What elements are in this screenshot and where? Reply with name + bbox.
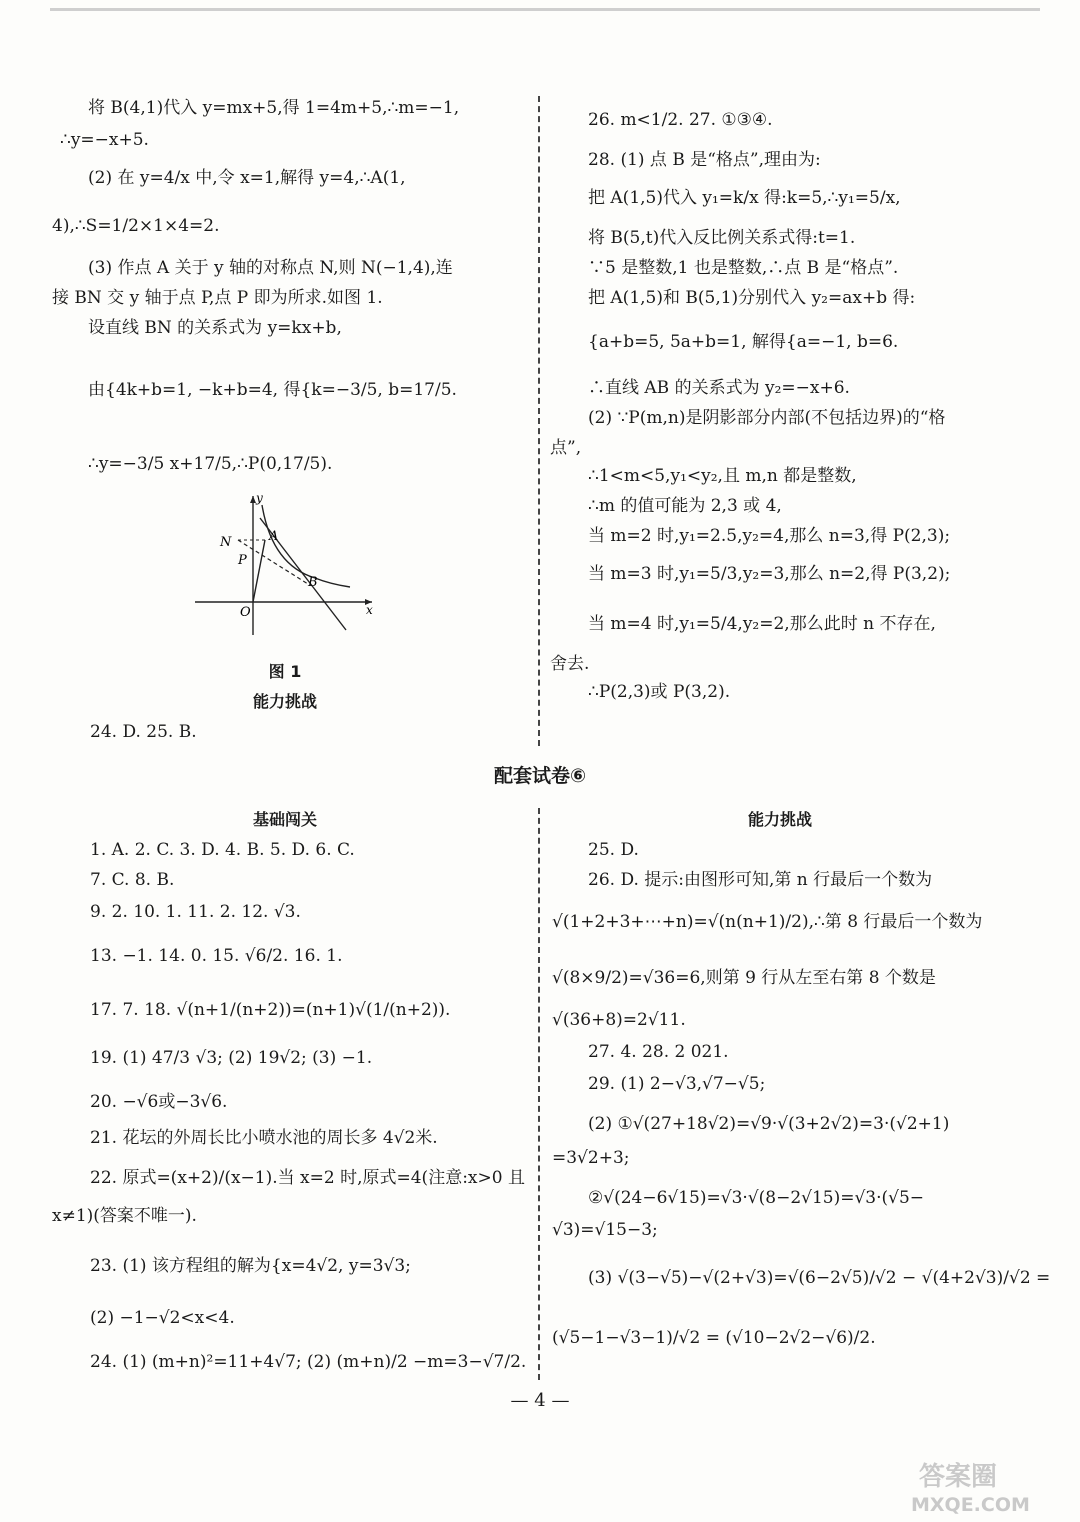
watermark-logo: [905, 1455, 1075, 1517]
watermark-line1: 答案圈: [919, 1462, 998, 1492]
text-line: √(36+8)=2√11.: [552, 1010, 686, 1030]
figure-1-graph: [190, 490, 380, 640]
left-challenge-title: 能力挑战: [252, 692, 317, 711]
text-line: √3)=√15−3;: [552, 1220, 658, 1240]
text-line: √(1+2+3+⋯+n)=√(n(n+1)/2),∴第 8 行最后一个数为: [552, 912, 983, 932]
text-line: 9. 2. 10. 1. 11. 2. 12. √3.: [90, 902, 301, 922]
text-line: ∴P(2,3)或 P(3,2).: [588, 682, 731, 702]
text-line: 由{4k+b=1, −k+b=4, 得{k=−3/5, b=17/5.: [88, 380, 457, 400]
label-n: N: [220, 535, 232, 550]
text-line: (3) 作点 A 关于 y 轴的对称点 N,则 N(−1,4),连: [88, 258, 453, 278]
label-a: A: [269, 529, 279, 544]
text-line: 25. D.: [588, 840, 639, 860]
text-line: ∴y=−3/5 x+17/5,∴P(0,17/5).: [88, 454, 333, 474]
hyperbola-curve: [262, 505, 350, 587]
right-sub-title: 能力挑战: [747, 810, 812, 829]
label-b: B: [308, 575, 318, 590]
text-line: 设直线 BN 的关系式为 y=kx+b,: [88, 318, 342, 338]
text-line: 19. (1) 47/3 √3; (2) 19√2; (3) −1.: [90, 1048, 373, 1068]
text-line: (2) ∵P(m,n)是阴影部分内部(不包括边界)的“格: [588, 408, 946, 428]
text-line: 24. (1) (m+n)²=11+4√7; (2) (m+n)/2 −m=3−√7/2.: [90, 1352, 527, 1372]
text-line: ②√(24−6√15)=√3·√(8−2√15)=√3·(√5−: [588, 1188, 925, 1208]
text-line: x≠1)(答案不唯一).: [52, 1206, 197, 1226]
text-line: =3√2+3;: [552, 1148, 630, 1168]
left-answers: 24. D. 25. B.: [90, 722, 197, 742]
page-number: — 4 —: [510, 1390, 570, 1411]
text-line: ∴直线 AB 的关系式为 y₂=−x+6.: [588, 378, 850, 398]
label-o: O: [240, 605, 251, 620]
text-line: 当 m=2 时,y₁=2.5,y₂=4,那么 n=3,得 P(2,3);: [588, 526, 951, 546]
text-line: 29. (1) 2−√3,√7−√5;: [588, 1074, 766, 1094]
text-line: ∴1<m<5,y₁<y₂,且 m,n 都是整数,: [588, 466, 857, 486]
text-line: ∴y=−x+5.: [60, 130, 149, 150]
label-y: y: [256, 491, 263, 505]
segment-op: [253, 540, 265, 602]
left-sub-title: 基础闯关: [252, 810, 317, 829]
text-line: √(8×9/2)=√36=6,则第 9 行从左至右第 8 个数是: [552, 968, 936, 988]
text-line: 7. C. 8. B.: [90, 870, 175, 890]
line-nb-dashed: [238, 540, 308, 584]
text-line: 当 m=3 时,y₁=5/3,y₂=3,那么 n=2,得 P(3,2);: [588, 564, 951, 584]
text-line: 舍去.: [550, 654, 590, 674]
text-line: 27. 4. 28. 2 021.: [588, 1042, 729, 1062]
text-line: 接 BN 交 y 轴于点 P,点 P 即为所求.如图 1.: [52, 288, 383, 308]
text-line: 28. (1) 点 B 是“格点”,理由为:: [588, 150, 821, 170]
text-line: 26. D. 提示:由图形可知,第 n 行最后一个数为: [588, 870, 933, 890]
text-line: (√5−1−√3−1)/√2 = (√10−2√2−√6)/2.: [552, 1328, 876, 1348]
figure-caption: 图 1: [268, 662, 302, 681]
text-line: (2) 在 y=4/x 中,令 x=1,解得 y=4,∴A(1,: [88, 168, 406, 188]
text-line: 26. m<1/2. 27. ①③④.: [588, 110, 773, 130]
text-line: 当 m=4 时,y₁=5/4,y₂=2,那么此时 n 不存在,: [588, 614, 936, 634]
column-divider-top: [538, 96, 540, 746]
text-line: 将 B(5,t)代入反比例关系式得:t=1.: [588, 228, 856, 248]
text-line: (2) −1−√2<x<4.: [90, 1308, 235, 1328]
label-p: P: [238, 553, 247, 568]
top-rule: [50, 8, 1040, 11]
text-line: 把 A(1,5)代入 y₁=k/x 得:k=5,∴y₁=5/x,: [588, 188, 901, 208]
text-line: 点”,: [550, 438, 582, 458]
text-line: 将 B(4,1)代入 y=mx+5,得 1=4m+5,∴m=−1,: [88, 98, 460, 118]
text-line: (3) √(3−√5)−√(2+√3)=√(6−2√5)/√2 − √(4+2√3)/√2 =: [588, 1268, 1051, 1288]
text-line: 23. (1) 该方程组的解为{x=4√2, y=3√3;: [90, 1256, 411, 1276]
text-line: 1. A. 2. C. 3. D. 4. B. 5. D. 6. C.: [90, 840, 355, 860]
watermark-line2: MXQE.COM: [911, 1494, 1030, 1516]
text-line: (2) ①√(27+18√2)=√9·√(3+2√2)=3·(√2+1): [588, 1114, 950, 1134]
text-line: 20. −√6或−3√6.: [90, 1092, 228, 1112]
label-x: x: [366, 603, 373, 617]
column-divider-bottom: [538, 808, 540, 1380]
text-line: 把 A(1,5)和 B(5,1)分别代入 y₂=ax+b 得:: [588, 288, 916, 308]
text-line: 13. −1. 14. 0. 15. √6/2. 16. 1.: [90, 946, 343, 966]
text-line: ∴m 的值可能为 2,3 或 4,: [588, 496, 782, 516]
section-title: 配套试卷⑥: [493, 765, 587, 787]
text-line: 4),∴S=1/2×1×4=2.: [52, 216, 220, 236]
text-line: 17. 7. 18. √(n+1/(n+2))=(n+1)√(1/(n+2)).: [90, 1000, 451, 1020]
text-line: ∵5 是整数,1 也是整数,∴点 B 是“格点”.: [588, 258, 899, 278]
text-line: {a+b=5, 5a+b=1, 解得{a=−1, b=6.: [588, 332, 899, 352]
text-line: 22. 原式=(x+2)/(x−1).当 x=2 时,原式=4(注意:x>0 且: [90, 1168, 525, 1188]
text-line: 21. 花坛的外周长比小喷水池的周长多 4√2米.: [90, 1128, 438, 1148]
